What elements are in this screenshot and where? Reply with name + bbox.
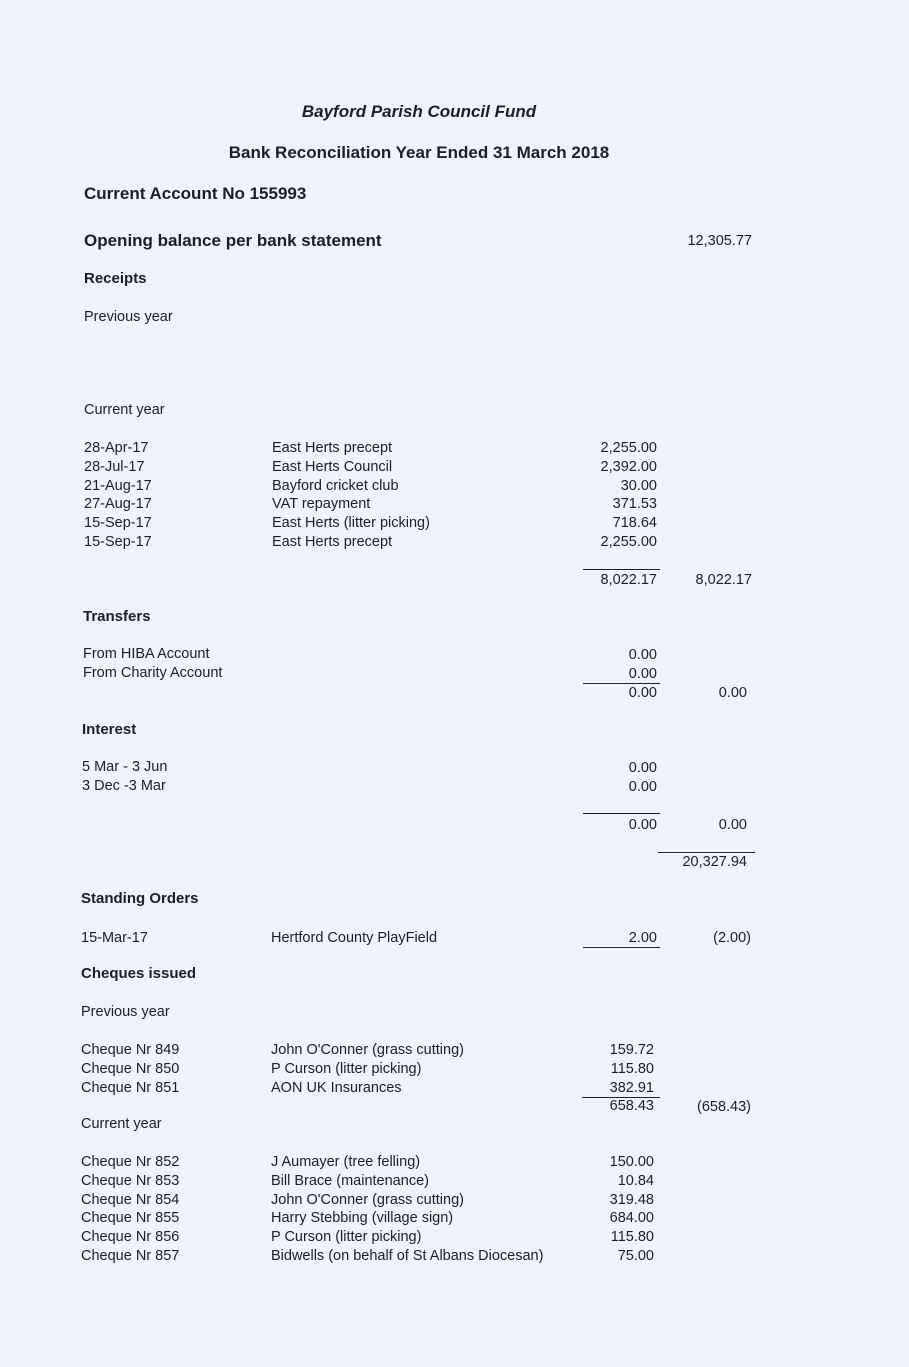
table-row [0,439,909,458]
table-row [0,1060,909,1079]
receipts-table [0,439,909,552]
opening-balance-amount: 12,305.77 [687,233,752,249]
table-row [0,1172,909,1191]
cheque-payee: John O'Conner (grass cutting) [271,1042,464,1058]
cheques-previous-subtotal: 658.43 [609,1098,654,1114]
receipts-total: 8,022.17 [695,572,752,588]
receipt-description: East Herts precept [272,440,393,456]
running-total: 20,327.94 [682,854,747,870]
receipt-description: East Herts precept [272,533,393,550]
cheque-number: Cheque Nr 850 [81,1060,180,1077]
receipt-amount: 718.64 [612,515,657,532]
cheques-current-year-label: Current year [81,1116,162,1132]
cheque-number: Cheque Nr 855 [81,1210,180,1227]
cheque-amount: 115.80 [610,1060,654,1077]
receipt-date: 28-Apr-17 [84,440,149,456]
standing-order-total: (2.00) [713,930,751,946]
cheque-number: Cheque Nr 854 [81,1191,180,1208]
cheque-payee: Harry Stebbing (village sign) [271,1210,454,1227]
table-row [0,458,909,477]
receipt-amount: 371.53 [612,496,657,513]
transfers-total: 0.00 [718,685,747,701]
transfers-subtotal: 0.00 [628,685,657,701]
opening-balance-label: Opening balance per bank statement [84,231,382,250]
receipts-current-year-label: Current year [84,402,165,418]
document-title: Bayford Parish Council Fund [301,102,537,121]
receipt-date: 27-Aug-17 [84,496,152,513]
standing-order-description: Hertford County PlayField [271,930,438,946]
transfer-label: From Charity Account [83,665,223,681]
receipt-amount: 2,255.00 [600,440,657,456]
cheque-payee: P Curson (litter picking) [271,1060,422,1077]
cheques-previous-table [0,1041,909,1097]
transfer-amount: 0.00 [628,666,657,682]
interest-period: 5 Mar - 3 Jun [82,759,168,775]
cheque-amount: 10.84 [617,1172,654,1189]
table-row [0,495,909,514]
receipt-date: 28-Jul-17 [84,458,145,475]
interest-amount: 0.00 [628,779,657,795]
cheque-payee: AON UK Insurances [271,1079,402,1096]
receipt-date: 15-Sep-17 [84,533,152,550]
cheque-amount: 382.91 [609,1079,654,1096]
cheque-payee: John O'Conner (grass cutting) [271,1191,464,1208]
table-row [0,514,909,533]
interest-total: 0.00 [718,817,747,833]
table-row [0,1041,909,1060]
cheque-number: Cheque Nr 852 [81,1154,180,1170]
table-row [0,1228,909,1247]
cheque-payee: Bill Brace (maintenance) [271,1172,429,1189]
cheque-number: Cheque Nr 849 [81,1042,180,1058]
cheque-payee: Bidwells (on behalf of St Albans Diocesan) [271,1247,544,1264]
cheque-amount: 319.48 [609,1191,654,1208]
cheque-payee: J Aumayer (tree felling) [271,1154,421,1170]
cheques-current-table [0,1153,909,1266]
standing-orders-heading: Standing Orders [81,890,199,907]
receipt-amount: 2,255.00 [600,533,657,550]
table-row [0,1079,909,1098]
standing-order-date: 15-Mar-17 [81,930,148,946]
table-row [0,533,909,552]
receipt-description: East Herts (litter picking) [272,515,430,532]
transfer-amount: 0.00 [628,647,657,663]
receipt-amount: 30.00 [620,477,657,494]
receipts-previous-year-label: Previous year [84,309,173,325]
cheque-amount: 150.00 [609,1154,654,1170]
receipt-amount: 2,392.00 [600,458,657,475]
receipt-description: VAT repayment [272,496,371,513]
document-subtitle: Bank Reconciliation Year Ended 31 March 2018 [228,143,610,162]
table-row [0,1153,909,1172]
cheque-number: Cheque Nr 853 [81,1172,180,1189]
interest-subtotal-rule [583,813,660,814]
receipt-date: 21-Aug-17 [84,477,152,494]
cheque-number: Cheque Nr 856 [81,1229,180,1246]
receipt-description: East Herts Council [272,458,393,475]
cheques-heading: Cheques issued [81,965,197,982]
receipts-heading: Receipts [84,270,147,287]
cheque-amount: 115.80 [610,1229,654,1246]
cheque-amount: 159.72 [609,1042,654,1058]
account-heading: Current Account No 155993 [84,184,307,203]
receipt-date: 15-Sep-17 [84,515,152,532]
cheque-number: Cheque Nr 857 [81,1247,180,1264]
table-row [0,1209,909,1228]
cheque-number: Cheque Nr 851 [81,1079,180,1096]
standing-order-amount: 2.00 [628,930,657,946]
cheque-payee: P Curson (litter picking) [271,1229,422,1246]
cheques-previous-total: (658.43) [696,1099,751,1115]
table-row [0,1247,909,1266]
receipts-subtotal-rule [583,569,660,570]
standing-order-rule [583,947,660,948]
transfer-label: From HIBA Account [83,646,210,662]
interest-period: 3 Dec -3 Mar [82,778,166,794]
receipts-subtotal: 8,022.17 [600,572,657,588]
interest-subtotal: 0.00 [628,817,657,833]
table-row [0,477,909,496]
cheques-previous-year-label: Previous year [81,1004,170,1020]
cheque-amount: 684.00 [609,1210,654,1227]
receipt-description: Bayford cricket club [272,477,399,494]
table-row [0,1191,909,1210]
interest-amount: 0.00 [628,760,657,776]
cheque-amount: 75.00 [617,1247,654,1264]
transfers-heading: Transfers [83,608,151,625]
interest-heading: Interest [82,721,137,738]
